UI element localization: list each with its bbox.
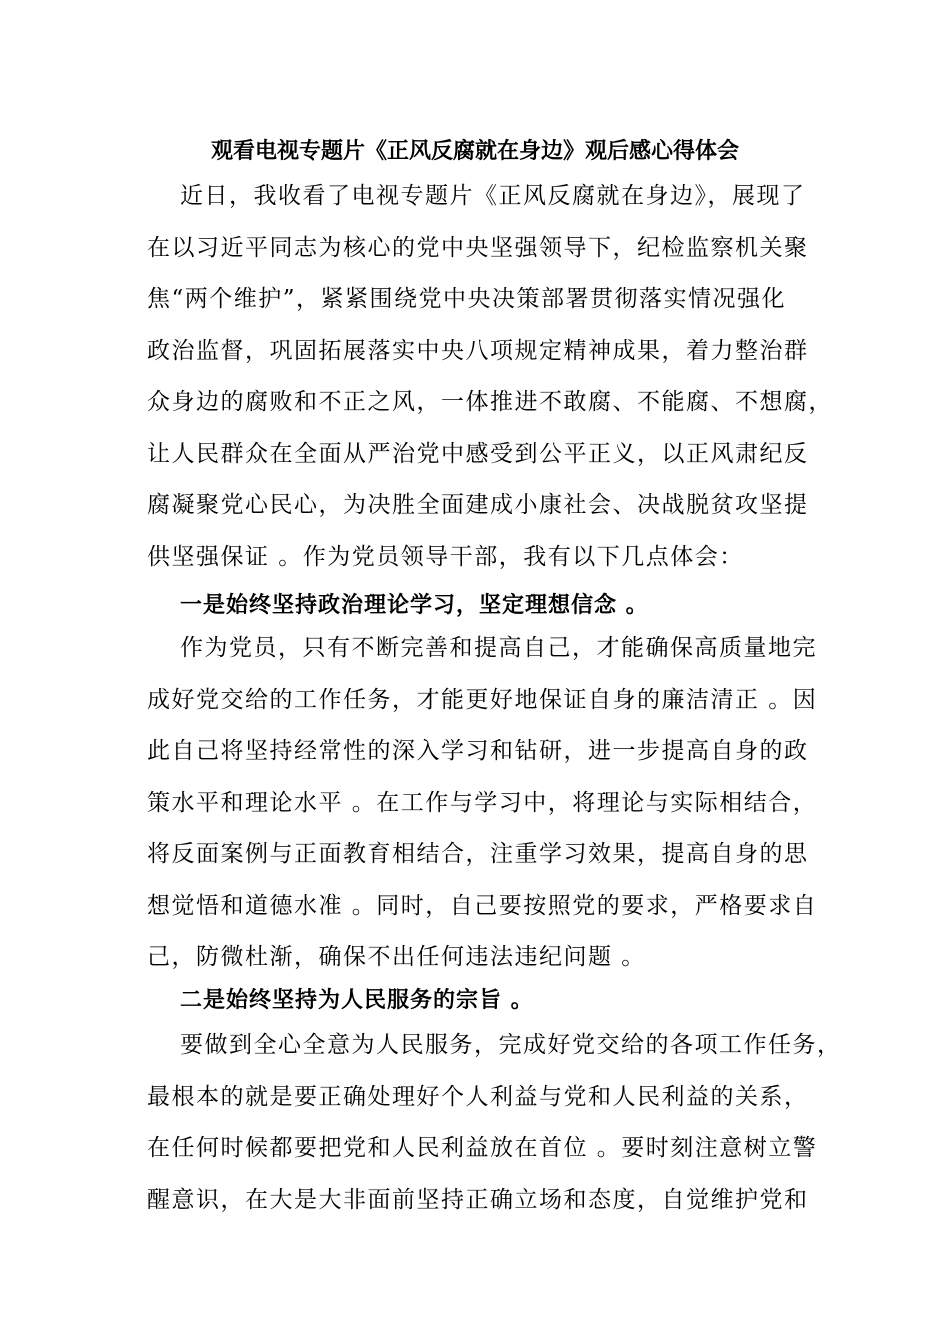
paragraph-line: 焦“两个维护”，紧紧围绕党中央决策部署贯彻落实情况强化 <box>147 286 787 312</box>
section-heading-2-block <box>147 975 847 1027</box>
paragraph-line: 作为党员，只有不断完善和提高自己，才能确保高质量地完 <box>180 635 817 661</box>
paragraph-line: 政治监督，巩固拓展落实中央八项规定精神成果，着力整治群 <box>147 337 809 364</box>
paragraph-line: 醒意识，在大是大非面前坚持正确立场和态度，自觉维护党和 <box>147 1186 809 1213</box>
paragraph-line: 策水平和理论水平 。在工作与学习中，将理论与实际相结合， <box>147 789 818 816</box>
section-heading-2: 二是始终坚持为人民服务的宗旨 。 <box>180 987 534 1013</box>
paragraph-service <box>147 1020 847 1226</box>
paragraph-intro <box>147 171 847 583</box>
paragraph-study <box>147 623 847 984</box>
paragraph-line: 将反面案例与正面教育相结合，注重学习效果，提高自身的思 <box>147 841 809 867</box>
paragraph-line: 让人民群众在全面从严治党中感受到公平正义，以正风肃纪反 <box>147 440 809 467</box>
paragraph-line: 供坚强保证 。作为党员领导干部，我有以下几点体会： <box>147 543 744 570</box>
paragraph-line: 在以习近平同志为核心的党中央坚强领导下，纪检监察机关聚 <box>147 234 809 261</box>
paragraph-line: 要做到全心全意为人民服务，完成好党交给的各项工作任务， <box>180 1032 842 1058</box>
paragraph-line: 成好党交给的工作任务，才能更好地保证自身的廉洁清正 。因 <box>147 686 818 713</box>
paragraph-line: 众身边的腐败和不正之风，一体推进不敢腐、不能腐、不想腐， <box>147 389 833 415</box>
paragraph-line: 在任何时候都要把党和人民利益放在首位 。要时刻注意树立警 <box>147 1135 818 1161</box>
paragraph-line: 此自己将坚持经常性的深入学习和钻研，进一步提高自身的政 <box>147 738 809 764</box>
paragraph-line: 近日，我收看了电视专题片《正风反腐就在身边》，展现了 <box>180 183 806 209</box>
section-heading-1: 一是始终坚持政治理论学习，坚定理想信念 。 <box>180 592 649 618</box>
paragraph-line: 己，防微杜渐，确保不出任何违法违纪问题 。 <box>147 944 646 970</box>
document-title: 观看电视专题片《正风反腐就在身边》观后感心得体会 <box>210 138 739 164</box>
paragraph-line: 想觉悟和道德水准 。同时，自己要按照党的要求，严格要求自 <box>147 892 818 919</box>
paragraph-line: 腐凝聚党心民心，为决胜全面建成小康社会、决战脱贫攻坚提 <box>147 492 809 518</box>
paragraph-line: 最根本的就是要正确处理好个人利益与党和人民利益的关系， <box>147 1083 809 1110</box>
